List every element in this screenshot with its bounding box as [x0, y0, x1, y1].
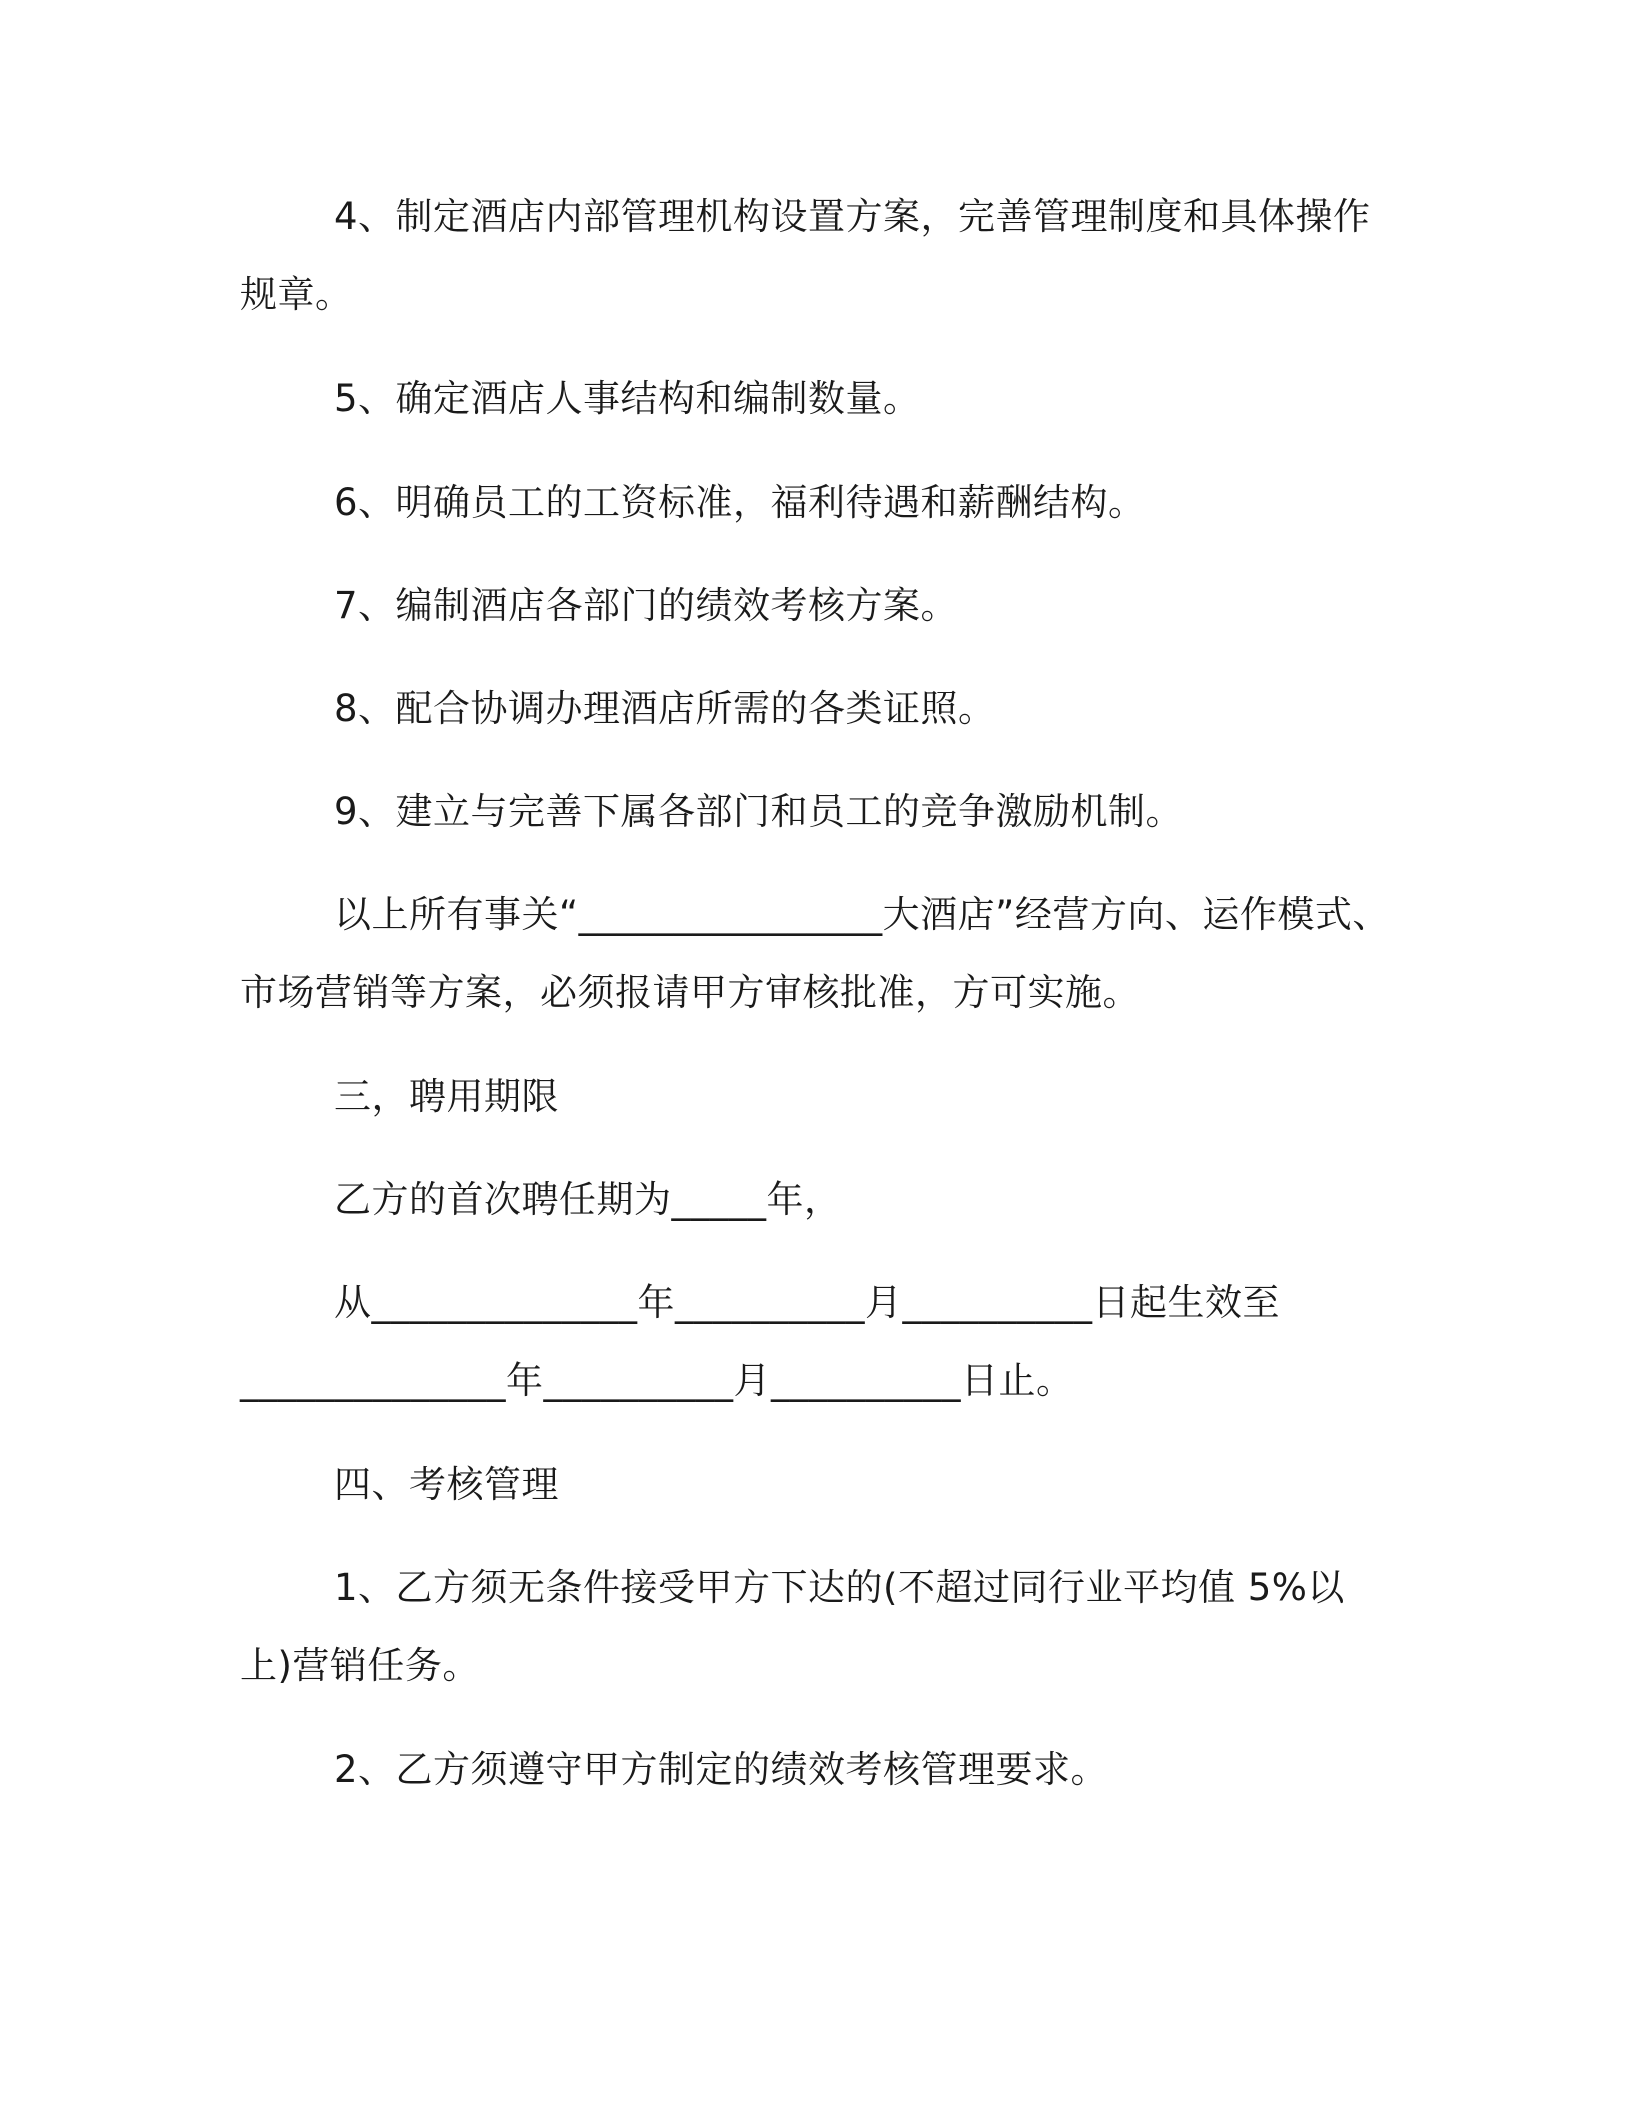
clause-8-text: 8、配合协调办理酒店所需的各类证照。	[334, 687, 996, 730]
clause-9-text: 9、建立与完善下属各部门和员工的竞争激励机制。	[334, 790, 1184, 833]
clause-7-text: 7、编制酒店各部门的绩效考核方案。	[334, 584, 959, 627]
approval-paragraph: 以上所有事关“________________大酒店”经营方向、运作模式、市场营销等方案，必须报请甲方审核批准，方可实施。	[240, 893, 1390, 1014]
initial-term-text: 乙方的首次聘任期为_____年，	[334, 1178, 842, 1221]
clause-5-text: 5、确定酒店人事结构和编制数量。	[334, 377, 921, 420]
clause-6-text: 6、明确员工的工资标准，福利待遇和薪酬结构。	[334, 481, 1146, 524]
clause-4-text: 4、制定酒店内部管理机构设置方案，完善管理制度和具体操作规章。	[240, 195, 1371, 316]
section-four-heading: 四、考核管理	[334, 1463, 559, 1506]
assessment-clause-2: 2、乙方须遵守甲方制定的绩效考核管理要求。	[334, 1748, 1109, 1791]
term-dates-text: 从______________年__________月__________日起生效至______________年__________月__________日止。	[240, 1281, 1280, 1402]
assessment-clause-1: 1、乙方须无条件接受甲方下达的(不超过同行业平均值 5%以上)营销任务。	[240, 1566, 1345, 1687]
section-three-heading: 三，聘用期限	[334, 1075, 559, 1118]
